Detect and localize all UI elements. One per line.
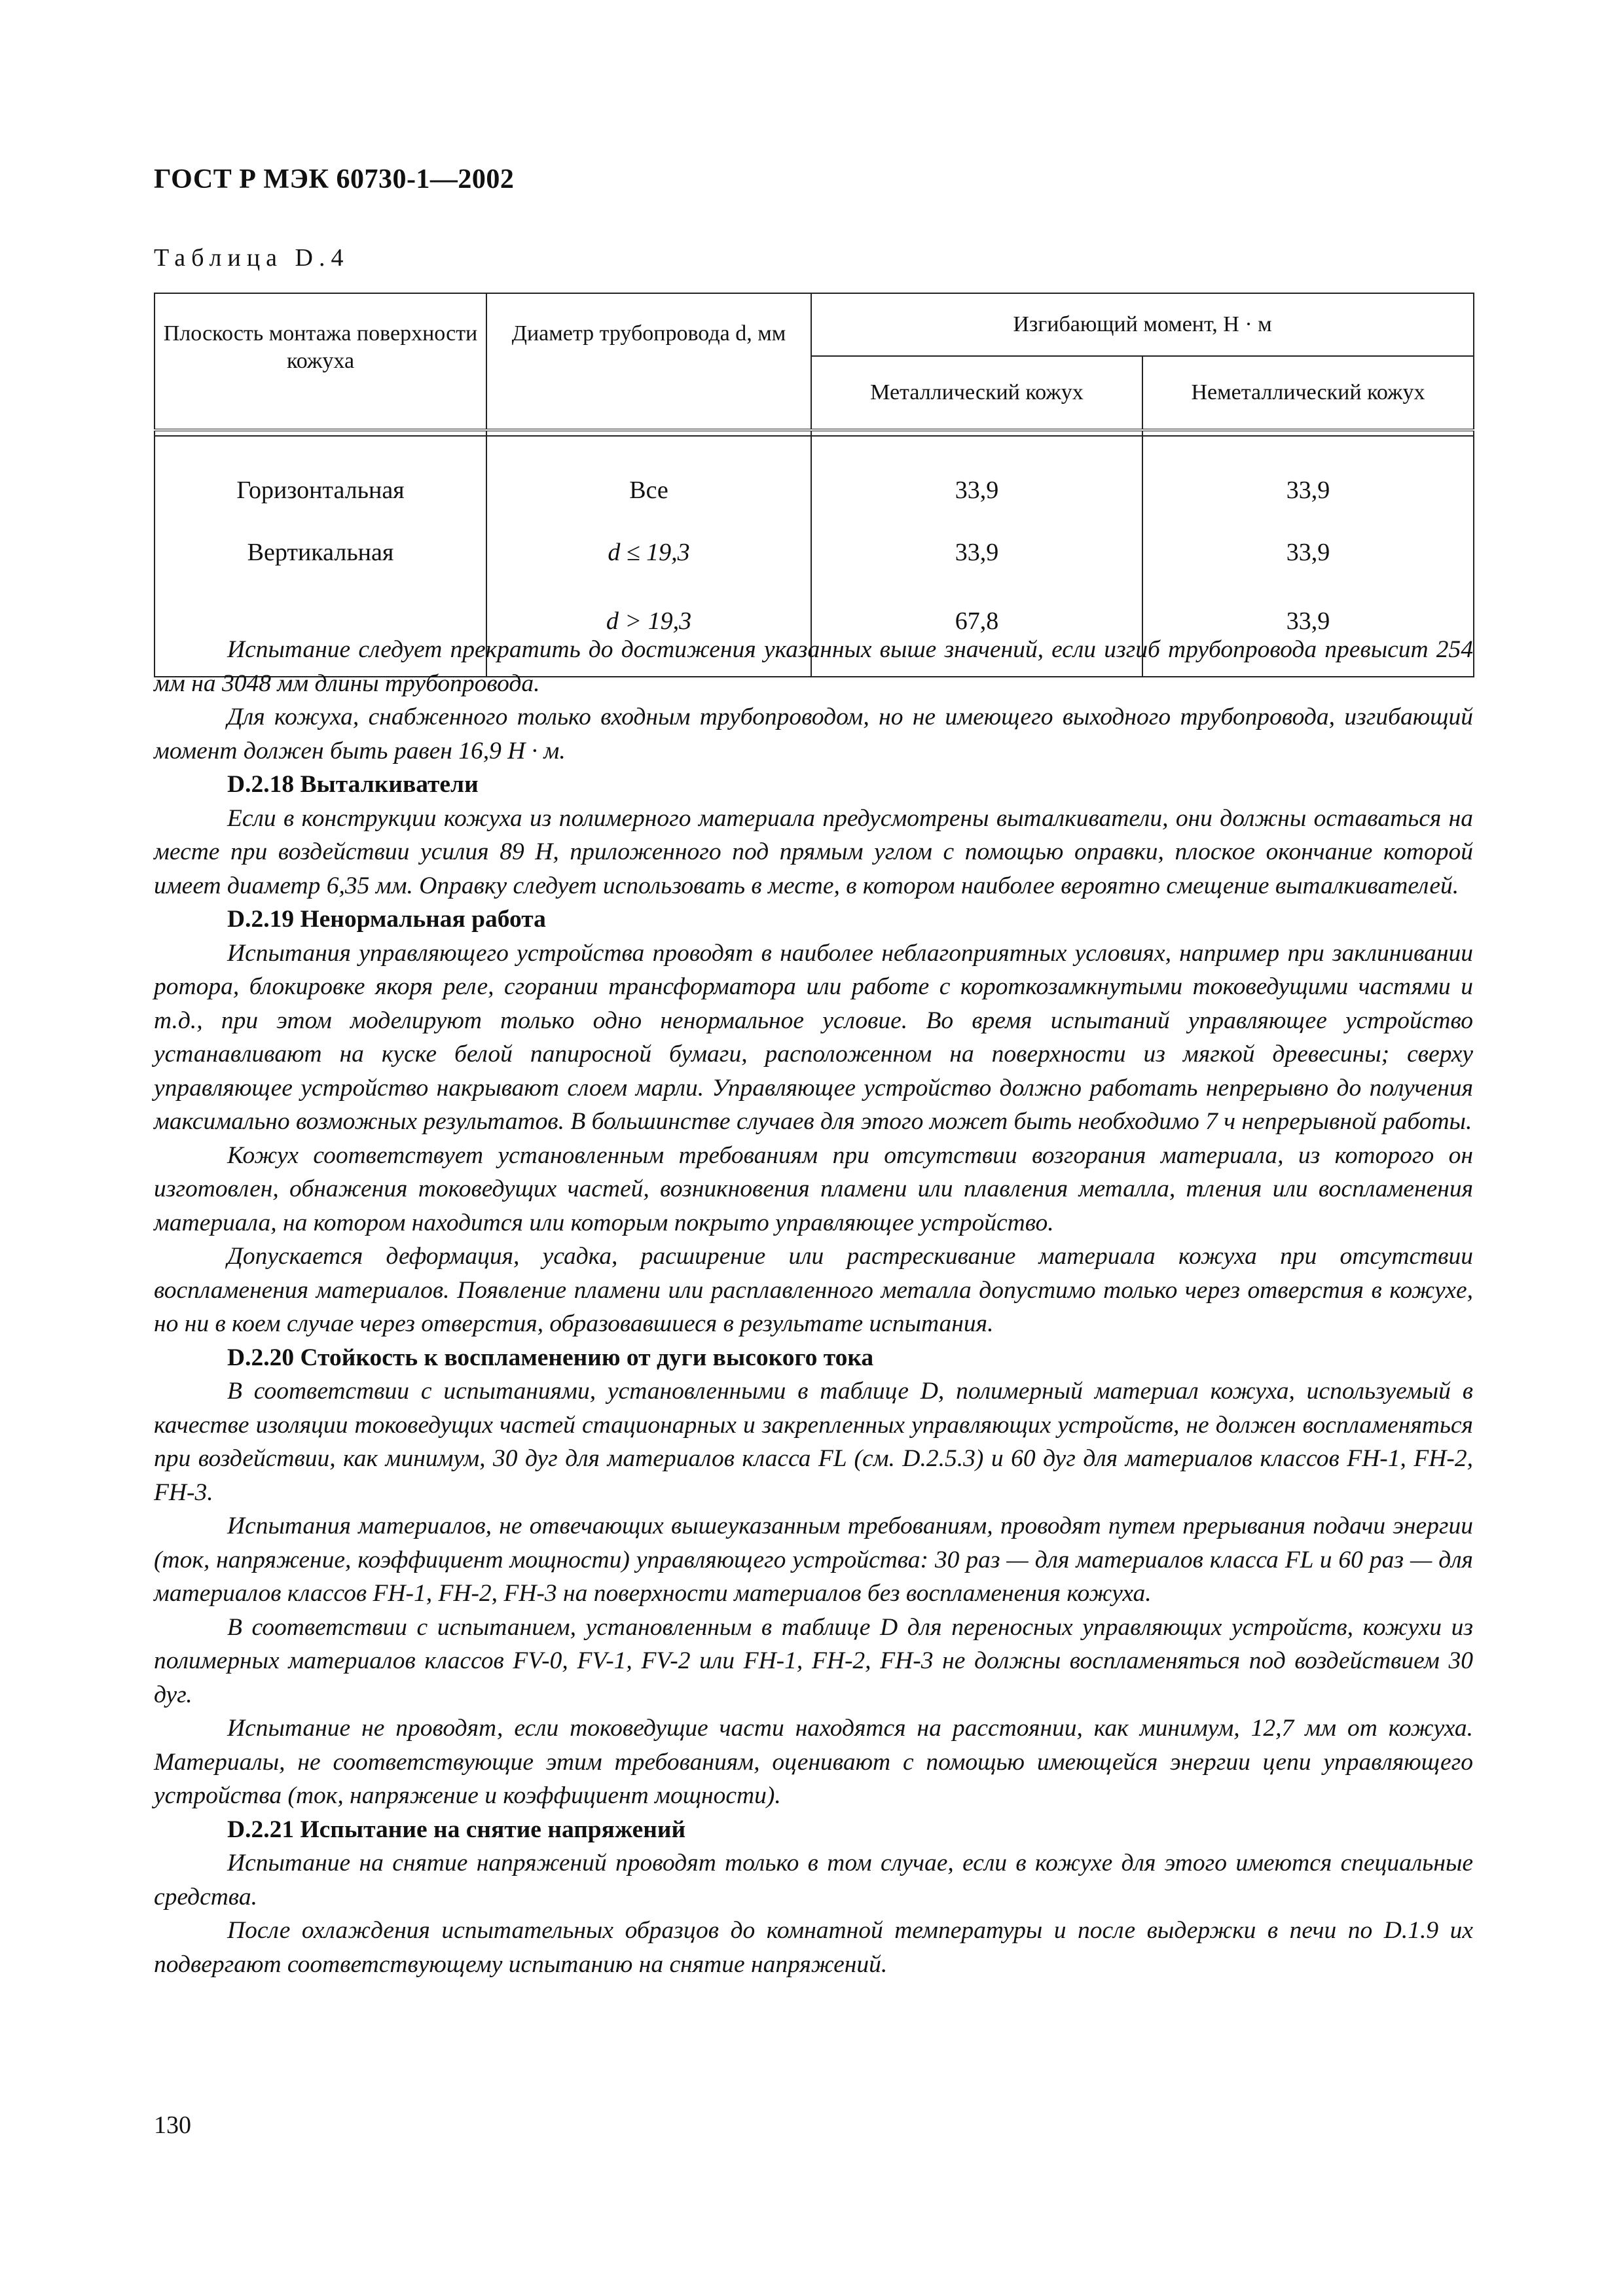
- table-row: [155, 523, 1474, 582]
- table-header-conduit-diameter: Диаметр трубопровода d, мм: [486, 293, 811, 430]
- table-header-nonmetal-enclosure: Неметаллический кожух: [1142, 356, 1474, 430]
- document-header: ГОСТ Р МЭК 60730-1—2002: [154, 164, 515, 194]
- page-number: 130: [154, 2111, 191, 2139]
- table-cell: 33,9: [1142, 582, 1474, 677]
- paragraph: Если в конструкции кожуха из полимерного материала предусмотрены выталкиватели, они должны оставаться на месте при воздействии усилия 89 Н, приложенного под прямым углом с помощью оправки, плоское окончание которой имеет диаметр 6,35 мм. Оправку следует использовать в месте, в котором наиболее вероятно смещение выталкивателей.: [154, 804, 1473, 899]
- table-header-mounting-plane: Плоскость монтажа поверхности кожуха: [155, 293, 486, 430]
- table-header-bending-moment: Изгибающий момент, Н · м: [811, 293, 1474, 356]
- table-row: [155, 436, 1474, 523]
- table-cell: 33,9: [1142, 436, 1474, 523]
- paragraph: После охлаждения испытательных образцов до комнатной температуры и после выдержки в печи по D.1.9 их подвергают соответствующему испытанию на снятие напряжений.: [154, 1917, 1473, 1978]
- body-text: [154, 633, 1473, 1981]
- table-cell: d ≤ 19,3: [486, 523, 811, 582]
- table-cell: 33,9: [1142, 523, 1474, 582]
- paragraph: Допускается деформация, усадка, расширение или растрескивание материала кожуха при отсутствии воспламенения материалов. Появление пламени или расплавленного металла допустимо только через отверстия в кожухе, но ни в коем случае через отверстия, образовавшиеся в результате испытания.: [154, 1243, 1473, 1337]
- table-header-metal-enclosure: Металлический кожух: [811, 356, 1142, 430]
- paragraph: Испытания материалов, не отвечающих вышеуказанным требованиям, проводят путем прерывания подачи энергии (ток, напряжение, коэффициент мощности) управляющего устройства: 30 раз — для материалов класса FL и 60 раз — для материалов классов FH-1, FH-2, FH-3 на поверхности материалов без воспламенения кожуха.: [154, 1513, 1473, 1607]
- table-cell: 33,9: [811, 523, 1142, 582]
- table-cell: d > 19,3: [486, 582, 811, 677]
- section-heading: D.2.19 Ненормальная работа: [227, 906, 546, 933]
- bending-moment-table: [154, 293, 1474, 677]
- section-heading: D.2.18 Выталкиватели: [227, 771, 479, 798]
- section-heading: D.2.20 Стойкость к воспламенению от дуги высокого тока: [227, 1344, 874, 1371]
- section-heading: D.2.21 Испытание на снятие напряжений: [227, 1816, 686, 1843]
- table-cell: Вертикальная: [155, 523, 486, 582]
- paragraph: В соответствии с испытаниями, установленными в таблице D, полимерный материал кожуха, используемый в качестве изоляции токоведущих частей стационарных и закрепленных управляющих устройств, не должен воспламеняться при воздействии, как минимум, 30 дуг для материалов класса FL (см. D.2.5.3) и 60 дуг для материалов классов FH-1, FH-2, FH-3.: [154, 1378, 1473, 1506]
- paragraph: Для кожуха, снабженного только входным трубопроводом, но не имеющего выходного трубопровода, изгибающий момент должен быть равен 16,9 Н · м.: [154, 704, 1473, 764]
- table-cell: 33,9: [811, 436, 1142, 523]
- paragraph: Испытание не проводят, если токоведущие части находятся на расстоянии, как минимум, 12,7 мм от кожуха. Материалы, не соответствующие этим требованиям, оценивают с помощью имеющейся энергии цепи управляющего устройства (ток, напряжение и коэффициент мощности).: [154, 1715, 1473, 1809]
- paragraph: В соответствии с испытанием, установленным в таблице D для переносных управляющих устройств, кожухи из полимерных материалов классов FV-0, FV-1, FV-2 или FH-1, FH-2, FH-3 не должны воспламеняться под воздействием 30 дуг.: [154, 1613, 1473, 1708]
- paragraph: Кожух соответствует установленным требованиям при отсутствии возгорания материала, из которого он изготовлен, обнажения токоведущих частей, возникновения пламени или плавления металла, тления или воспламенения материала, на котором находится или которым покрыто управляющее устройство.: [154, 1141, 1473, 1236]
- table-caption: Таблица D.4: [154, 244, 350, 272]
- table-cell: Горизонтальная: [155, 436, 486, 523]
- table-cell: Все: [486, 436, 811, 523]
- table-cell: 67,8: [811, 582, 1142, 677]
- paragraph: Испытание на снятие напряжений проводят только в том случае, если в кожухе для этого имеются специальные средства.: [154, 1850, 1473, 1910]
- paragraph: Испытание следует прекратить до достижения указанных выше значений, если изгиб трубопровода превысит 254 мм на 3048 мм длины трубопровода.: [154, 636, 1473, 697]
- paragraph: Испытания управляющего устройства проводят в наиболее неблагоприятных условиях, например при заклинивании ротора, блокировке якоря реле, сгорании трансформатора или работе с короткозамкнутыми токоведущими частями и т.д., при этом моделируют только одно ненормальное условие. Во время испытаний управляющее устройство устанавливают на куске белой папиросной бумаги, расположенном на поверхности из мягкой древесины; сверху управляющее устройство накрывают слоем марли. Управляющее устройство должно работать непрерывно до получения максимально возможных результатов. В большинстве случаев для этого может быть необходимо 7 ч непрерывной работы.: [154, 939, 1473, 1135]
